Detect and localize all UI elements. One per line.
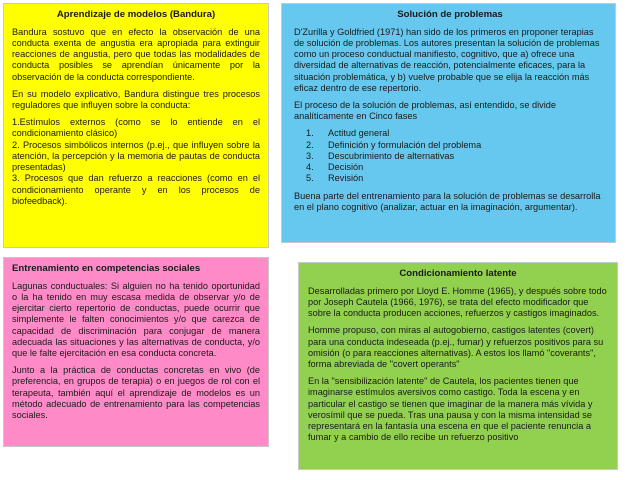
covert-conditioning-title: Condicionamiento latente bbox=[399, 268, 517, 279]
covert-conditioning-card bbox=[298, 262, 618, 470]
bandura-title: Aprendizaje de modelos (Bandura) bbox=[56, 9, 216, 20]
social-skills-paragraph-1: Lagunas conductuales: Si alguien no ha tenido oportunidad o la ha tenido en muy escasa medida de observar y/o de ejercitar cierto repertorio de conductas, puede ocurrir que simplemente le falten conocimientos y/o que carezca de capacidad de discriminación para conjugar de manera adecuada las situaciones y las alternativas de conducta, y/o que le falte ejercitación en esa conducta concreta. bbox=[12, 280, 260, 359]
phase-item bbox=[294, 173, 606, 184]
problem-solving-card bbox=[281, 3, 616, 243]
covert-conditioning-paragraph-2: Homme propuso, con miras al autogobierno, castigos latentes (covert) para una conducta indeseada (p.ej., fumar) y refuerzos positivos para su omisión (o para reacciones alternativas). A estos los llamó "coverants", forma abreviada de "covert operants" bbox=[308, 325, 604, 370]
problem-solving-title: Solución de problemas bbox=[397, 9, 503, 20]
phase-item bbox=[294, 140, 606, 151]
bandura-process-1: 1.Estímulos externos (como se lo entiende en el condicionamiento clásico) bbox=[12, 117, 260, 139]
phase-item bbox=[294, 128, 606, 139]
bandura-paragraph-1: Bandura sostuvo que en efecto la observación de una conducta exenta de angustia era apropiada para extinguir reacciones de angustia, pero que todas las modalidades de conducta posibles se aprendían únicamente por la observación de la conducta correspondiente. bbox=[12, 26, 260, 82]
phase-number: 4. bbox=[306, 162, 314, 173]
phase-item bbox=[294, 162, 606, 173]
social-skills-card bbox=[3, 257, 269, 447]
phase-label: Actitud general bbox=[328, 128, 390, 139]
phase-number: 1. bbox=[306, 128, 314, 139]
social-skills-title: Entrenamiento en competencias sociales bbox=[12, 263, 201, 274]
phase-number: 2. bbox=[306, 139, 314, 150]
covert-conditioning-paragraph-1: Desarrolladas primero por Lloyd E. Homme (1965), y después sobre todo por Joseph Cautela (1966, 1976), se trata del efecto modificador que sobre la conducta producen acciones, refuerzos y castigos imaginados. bbox=[308, 285, 607, 319]
phase-item bbox=[294, 151, 606, 162]
problem-solving-paragraph-2: El proceso de la solución de problemas, así entendido, se divide analíticamente en Cinco fases bbox=[294, 100, 557, 122]
bandura-paragraph-2: En su modelo explicativo, Bandura distingue tres procesos reguladores que influyen sobre la conducta: bbox=[12, 88, 260, 111]
covert-conditioning-paragraph-3: En la "sensibilización latente" de Cautela, los pacientes tienen que imaginarse estímulos aversivos como castigo. Toda la escena y en particular el castigo se tienen que imaginar de la manera más vívida y verosímil que se pueda. Tras una pausa y con la misma intensidad se representará en la fantasía una escena en que el paciente renuncia a fumar y a cambio de ello recibe un refuerzo positivo bbox=[308, 376, 593, 443]
problem-solving-paragraph-3: Buena parte del entrenamiento para la solución de problemas se desarrolla en el plano cognitivo (analizar, actuar en la imaginación, argumentar). bbox=[294, 190, 601, 212]
phase-number: 3. bbox=[306, 150, 314, 161]
phase-label: Revisión bbox=[328, 173, 364, 184]
bandura-card bbox=[3, 3, 269, 248]
phase-label: Definición y formulación del problema bbox=[328, 139, 482, 150]
phase-label: Descubrimiento de alternativas bbox=[328, 150, 455, 161]
bandura-process-2: 2. Procesos simbólicos internos (p.ej., que influyen sobre la atención, la percepción y la memoria de pautas de conducta presentadas) bbox=[12, 139, 260, 173]
phase-number: 5. bbox=[306, 173, 314, 184]
problem-solving-paragraph-1: D'Zurilla y Goldfried (1971) han sido de los primeros en proponer terapias de solución de problemas. Los autores presentan la solución de problemas como un proceso conductual manifiesto, cognitivo, que a) ofrece una diversidad de alternativas de reacción, potencialmente eficaces, para la situación problemática, y b) vuelve probable que se elija la reacción más eficaz dentro de ese repertorio. bbox=[294, 26, 600, 93]
social-skills-paragraph-2: Junto a la práctica de conductas concretas en vivo (de preferencia, en grupos de terapia) o en juegos de rol con el terapeuta, también aquí el aprendizaje de modelos es un método adecuado de entrenamiento para las competencias sociales. bbox=[12, 365, 260, 421]
phase-label: Decisión bbox=[328, 162, 364, 173]
problem-solving-phases bbox=[294, 128, 606, 184]
bandura-process-3: 3. Procesos que dan refuerzo a reacciones (como en el condicionamiento operante y en los procesos de biofeedback). bbox=[12, 173, 260, 206]
